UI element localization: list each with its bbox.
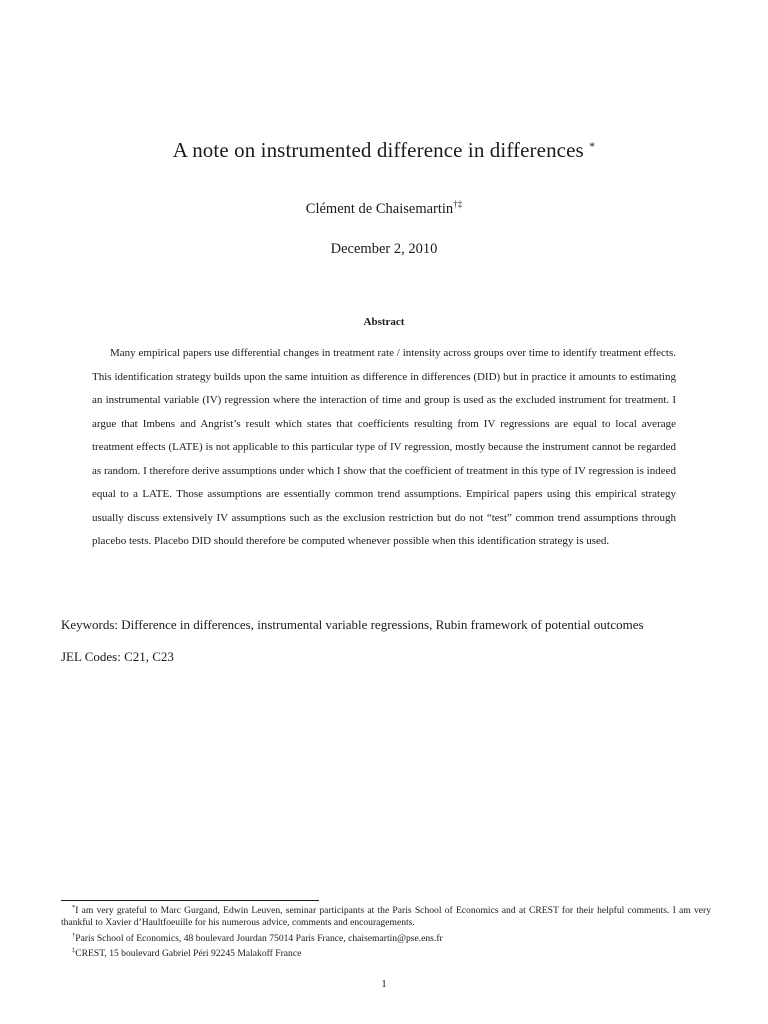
footnote-acknowledgements — [61, 902, 711, 930]
title-footnote-mark: * — [589, 139, 596, 153]
footnote-affiliation-pse — [61, 930, 711, 945]
page-number: 1 — [381, 978, 387, 990]
paper-date: December 2, 2010 — [330, 241, 438, 257]
footnote-text: CREST, 15 boulevard Gabriel Péri 92245 Malakoff France — [75, 948, 302, 960]
footnote-rule — [61, 900, 319, 901]
title-text: A note on instrumented difference in differences — [172, 138, 584, 162]
footnote-mark: * — [72, 904, 76, 911]
author-line — [0, 199, 768, 218]
footnote-text: Paris School of Economics, 48 boulevard Jourdan 75014 Paris France, chaisemartin@pse.ens.fr — [75, 932, 443, 944]
abstract-heading: Abstract — [363, 316, 405, 328]
abstract-body: Many empirical papers use differential changes in treatment rate / intensity across groups over time to identify treatment effects. This identification strategy builds upon the same intuition as difference in differences (DID) but in practice it amounts to estimating an instrumental variable (IV) regression where the interaction of time and group is used as the excluded instrument for treatment. I argue that Imbens and Angrist’s result which states that coefficients resulting from IV regressions are equal to local average treatment effects (LATE) is not applicable to this particular type of IV regression, mostly because the instrument cannot be regarded as random. I therefore derive assumptions under which I show that the coefficient of treatment in this type of IV regression is indeed equal to a LATE. Those assumptions are essentially common trend assumptions. Empirical papers using this empirical strategy usually discuss extensively IV assumptions such as the exclusion restriction but do not “test” common trend assumptions through placebo tests. Placebo DID should therefore be computed whenever possible when this identification strategy is used. — [92, 347, 676, 547]
author-name: Clément de Chaisemartin — [305, 201, 454, 217]
footnotes — [61, 902, 711, 961]
jel-codes-line: JEL Codes: C21, C23 — [61, 649, 174, 664]
footnote-mark: ‡ — [72, 947, 76, 955]
paper-title — [0, 138, 768, 163]
footnote-mark: † — [72, 931, 76, 939]
footnote-text: I am very grateful to Marc Gurgand, Edwin Leuven, seminar participants at the Paris School of Economics and at CREST for their helpful comments. I am very thankful to Xavier d’Haultfoeuille for his numerous advice, comments and encouragements. — [61, 905, 711, 929]
author-marks: †‡ — [453, 199, 463, 209]
footnote-affiliation-crest — [61, 945, 711, 960]
keywords-line: Keywords: Difference in differences, instrumental variable regressions, Rubin framework of potential outcomes — [61, 617, 644, 632]
